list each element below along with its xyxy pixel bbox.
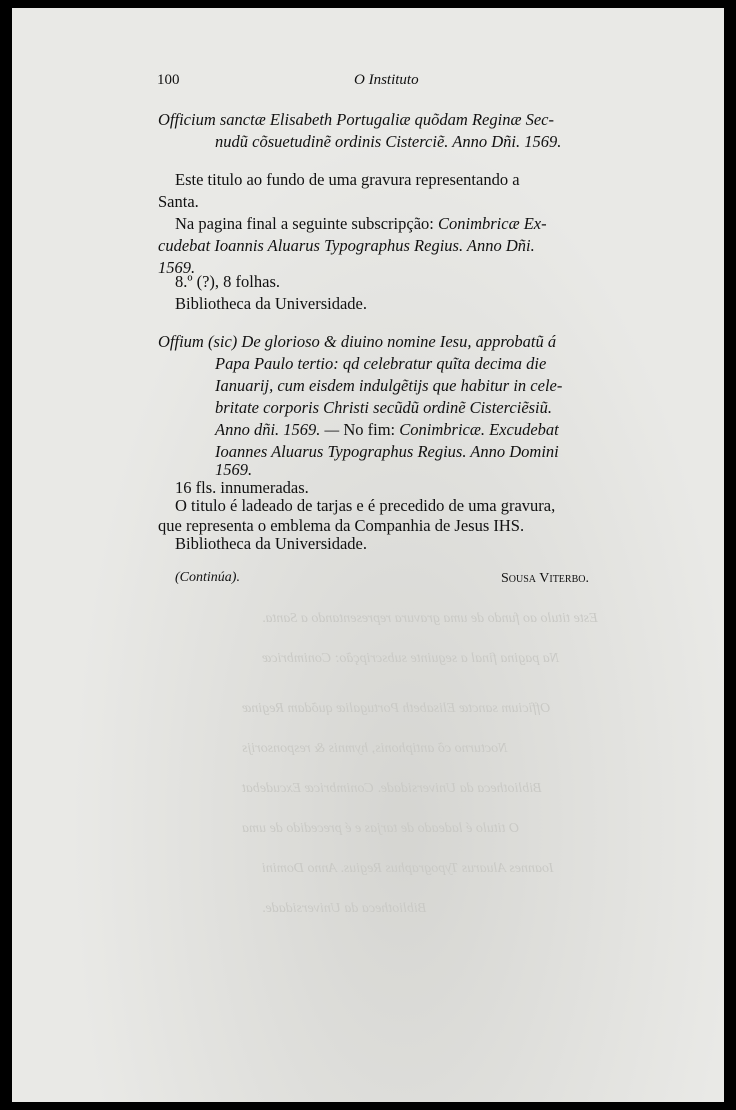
entry2-no-fim: No fim: (343, 420, 400, 439)
entry1-desc-line1: Este titulo ao fundo de uma gravura representando a (175, 170, 520, 189)
entry2-library: Bibliotheca da Universidade. (175, 534, 367, 553)
entry1-subscription-line3: 1569. (158, 258, 196, 277)
entry2-line5 (215, 420, 559, 440)
entry2-date: Anno dñi. 1569. — (215, 420, 344, 439)
entry2-desc-line3: que representa o emblema da Companhia de Jesus IHS. (158, 516, 525, 535)
entry1-subscription-intro: Na pagina final a seguinte subscripção: (175, 214, 438, 233)
entry1-library: Bibliotheca da Universidade. (175, 294, 367, 313)
entry1-title-line1: Officium sanctæ Elisabeth Portugaliæ quõdam Reginæ Sec- (158, 110, 554, 129)
entry2-line1: Offium (sic) De glorioso & diuino nomine Iesu, approbatũ á (158, 332, 557, 351)
entry2-desc-line1: 16 fls. innumeradas. (175, 478, 309, 497)
entry2-line3: Ianuarij, cum eisdem indulgẽtijs que habitur in cele- (215, 376, 563, 395)
book-page: Este titulo ao fundo de uma gravura representando a Santa. Na pagina final a seguinte subscripção: Conimbricæ Officium sanctæ Elisabeth Portugaliæ quõdam Reginæ Nocturno cõ antiphonis, hymnis & responsorijs Bibliotheca da Universidade. Conimbricæ Excudebat O titulo é ladeado de tarjas e é precedido de uma Ioannes Aluarus Typographus Regius. Anno Domini Bibliotheca da Universidade. 100 O Instituto Officium sanctæ Elisabeth Portugaliæ quõdam Reginæ Sec- nudũ cõsuetudinẽ ordinis Cisterciẽ. Anno Dñi. 1569. Este titulo ao fundo de uma gravura representando a Santa. Na pagina final a seguinte subscripção: Conimbricæ Ex- cudebat Ioannis Aluarus Typographus Regius. Anno Dñi. 1569. 8.º (?), 8 folhas. Bibliotheca da Universidade. Offium (sic) De glorioso & diuino nomine Iesu, approbatũ á Papa Paulo tertio: qd celebratur quĩta decima die Ianuarij, cum eisdem indulgẽtijs que habitur in cele- britate corporis Christi secũdũ ordinẽ Cisterciẽsiũ. Anno dñi. 1569. — No fim: Conimbricæ. Excudebat Ioannes Aluarus Typographus Regius. Anno Domini 1569. 16 fls. innumeradas. O titulo é ladeado de tarjas e é precedido de uma gravura, que representa o emblema da Companhia de Jesus IHS. Bibliotheca da Universidade. (Continúa). Sousa Viterbo. (12, 8, 724, 1102)
entry2-desc-line2: O titulo é ladeado de tarjas e é precedido de uma gravura, (175, 496, 556, 515)
entry2-line4: britate corporis Christi secũdũ ordinẽ Cisterciẽsiũ. (215, 398, 553, 417)
page-number: 100 (157, 72, 180, 88)
entry2-line2: Papa Paulo tertio: qd celebratur quĩta decima die (215, 354, 547, 373)
author-signature: Sousa Viterbo. (501, 571, 589, 586)
entry1-format: 8.º (?), 8 folhas. (175, 272, 281, 291)
entry2-imprint: Conimbricæ. Excudebat (399, 420, 559, 439)
entry1-title-line2: nudũ cõsuetudinẽ ordinis Cisterciẽ. Anno Dñi. 1569. (215, 132, 562, 151)
entry1-desc-line2: Santa. (158, 192, 199, 211)
entry1-subscription-line1 (175, 214, 547, 234)
entry1-subscription-imprint: Conimbricæ Ex- (438, 214, 547, 233)
continua-note: (Continúa). (175, 570, 240, 585)
running-title: O Instituto (354, 72, 419, 88)
entry2-line6: Ioannes Aluarus Typographus Regius. Anno Domini (215, 442, 559, 461)
entry2-line7: 1569. (215, 460, 253, 479)
entry1-subscription-line2: cudebat Ioannis Aluarus Typographus Regius. Anno Dñi. (158, 236, 535, 255)
